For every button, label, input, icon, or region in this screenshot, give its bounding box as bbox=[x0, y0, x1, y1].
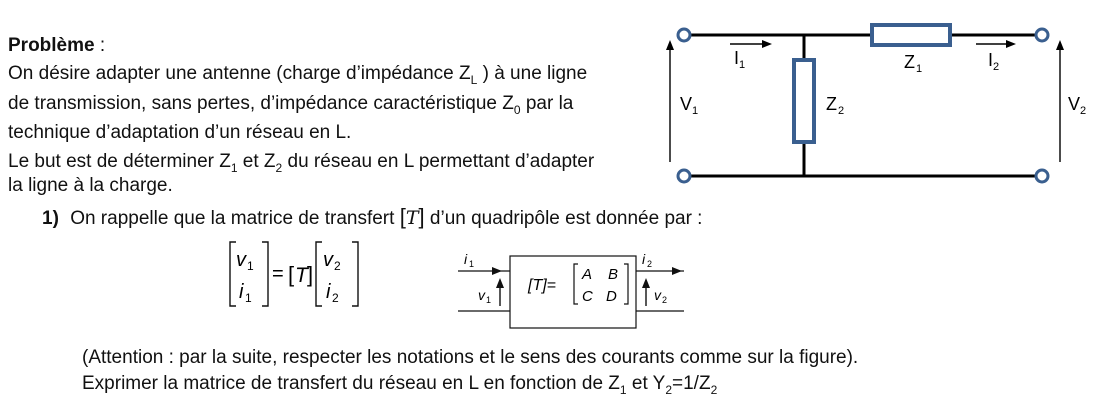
svg-text:1: 1 bbox=[245, 291, 252, 305]
express-instruction: Exprimer la matrice de transfert du réseau en L en fonction de $Z_1$ et $Y_2=1/Z_2$ bbox=[82, 373, 718, 397]
qp-D: D bbox=[606, 288, 617, 305]
quadripole-diagram bbox=[456, 244, 696, 334]
qp-i2: i bbox=[642, 251, 646, 267]
svg-text:2: 2 bbox=[993, 61, 1000, 73]
attention-note: (Attention : par la suite, respecter les notations et le sens des courants comme sur la figure). bbox=[82, 347, 859, 368]
label-V1: V bbox=[680, 94, 693, 114]
eq-v2: v bbox=[323, 249, 333, 271]
question-1: 1) On rappelle que la matrice de transfert [T] d’un quadripôle est donnée par : bbox=[42, 204, 703, 229]
qp-i1: i bbox=[464, 251, 468, 267]
label-I1: I bbox=[734, 48, 740, 68]
l-network-circuit bbox=[668, 22, 1102, 192]
qp-B: B bbox=[608, 266, 619, 283]
qp-A: A bbox=[582, 266, 593, 283]
svg-text:]: ] bbox=[307, 262, 314, 287]
eq-i1: i bbox=[239, 281, 244, 303]
svg-text:2: 2 bbox=[662, 295, 668, 305]
svg-text:1: 1 bbox=[486, 295, 492, 305]
svg-text:2: 2 bbox=[647, 259, 653, 269]
label-I2: I bbox=[988, 50, 994, 70]
problem-para2-line1: Le but est de déterminer $Z_1$ et $Z_2$ du réseau en L permettant d’adapter bbox=[8, 151, 595, 175]
label-Z1: Z bbox=[904, 52, 915, 72]
svg-text:2: 2 bbox=[334, 259, 341, 273]
problem-para1-line3: technique d’adaptation d’un réseau en L. bbox=[8, 122, 352, 143]
label-V2: V bbox=[1068, 94, 1081, 114]
svg-text:1: 1 bbox=[739, 59, 746, 71]
z1-component bbox=[872, 25, 950, 45]
problem-para1-line2: de transmission, sans pertes, d’impédance caractéristique $Z_0$ par la bbox=[8, 93, 574, 117]
eq-T: T bbox=[295, 264, 308, 287]
qp-C: C bbox=[582, 288, 593, 305]
svg-text:1: 1 bbox=[692, 105, 699, 117]
label-Z2: Z bbox=[826, 94, 837, 114]
svg-text:1: 1 bbox=[247, 259, 254, 273]
problem-para2-line2: la ligne à la charge. bbox=[8, 175, 173, 196]
problem-title: Problème : bbox=[8, 35, 106, 56]
z2-component bbox=[794, 60, 814, 142]
svg-text:2: 2 bbox=[1080, 105, 1087, 117]
circuit-wires bbox=[690, 35, 1036, 176]
question-number: 1) bbox=[42, 208, 59, 229]
svg-text:[: [ bbox=[288, 262, 295, 287]
problem-para1-line1: On désire adapter une antenne (charge d’impédance $Z_L$ ) à une ligne bbox=[8, 63, 588, 87]
eq-equals: = bbox=[272, 263, 284, 285]
qp-v2: v bbox=[654, 287, 661, 303]
eq-v1: v bbox=[236, 249, 246, 271]
qp-v1: v bbox=[478, 287, 485, 303]
svg-text:1: 1 bbox=[916, 63, 923, 75]
qp-T-label: [T]= bbox=[528, 277, 557, 294]
svg-text:2: 2 bbox=[838, 105, 845, 117]
svg-text:1: 1 bbox=[469, 259, 475, 269]
transfer-equation bbox=[228, 238, 388, 318]
eq-i2: i bbox=[326, 281, 331, 303]
svg-text:2: 2 bbox=[332, 291, 339, 305]
